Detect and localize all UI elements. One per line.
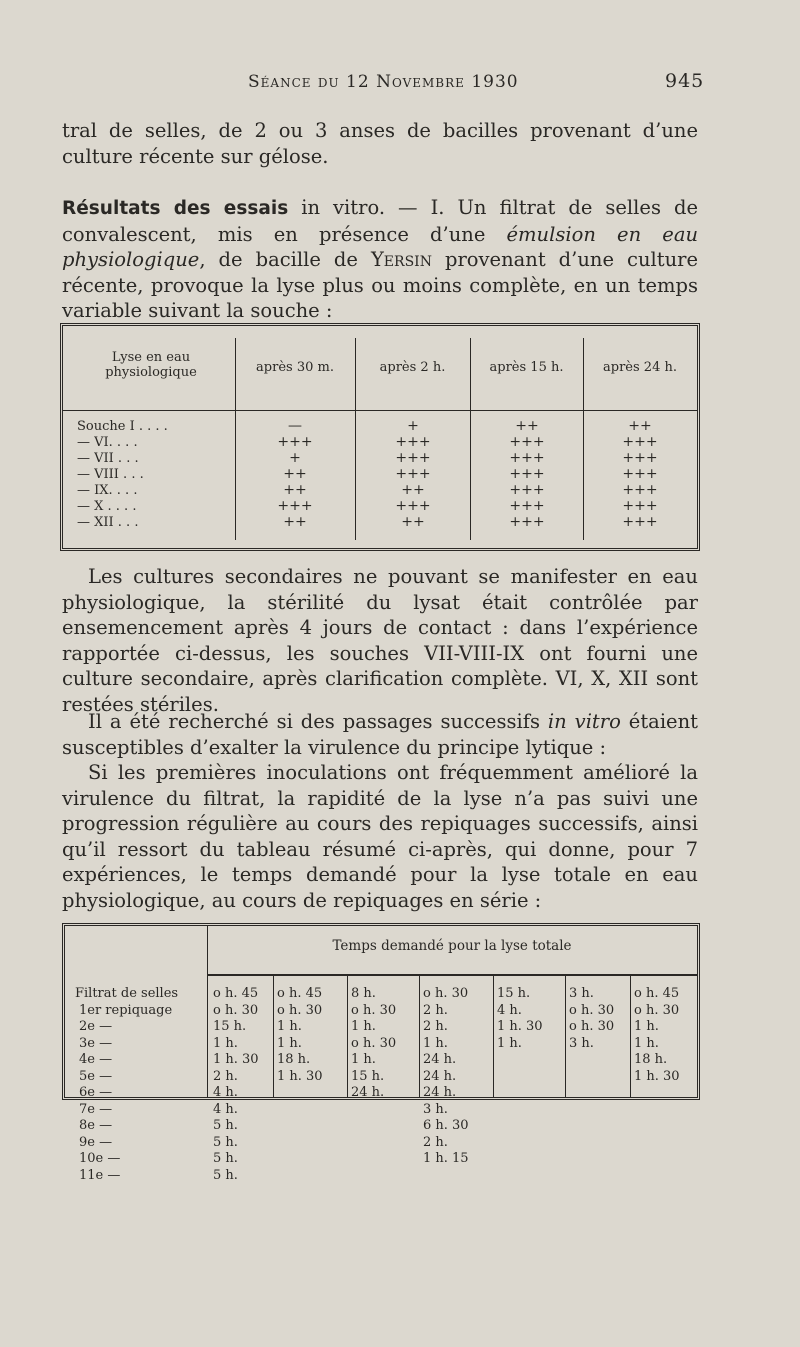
table-cell: +++ (395, 450, 431, 466)
table-cell: 5 h. (213, 1151, 238, 1166)
paragraph-0: tral de selles, de 2 ou 3 anses de bacilles provenant d’une culture récente sur gélose. (62, 119, 698, 168)
table-cell: 4 h. (213, 1101, 238, 1117)
table-cell: 1 h. (277, 1019, 302, 1034)
table-cell: 3 h. (423, 1101, 448, 1117)
lysis-table-1 (60, 323, 700, 551)
table-cell: 1 h. 15 (423, 1151, 469, 1166)
table-cell: 5 h. (213, 1118, 238, 1133)
table-cell: 2 h. (213, 1068, 238, 1084)
table-cell: 4 h. (213, 1085, 238, 1100)
table-cell: 2 h. (423, 1002, 448, 1018)
table-cell: +++ (509, 466, 545, 482)
table-cell: 2 h. (423, 1134, 448, 1150)
row-label: Souche I . . . . (77, 419, 168, 434)
table-cell: 1 h. 30 (277, 1068, 323, 1084)
paragraph-1: Résultats des essais in vitro. — I. Un filtrat de selles de convalescent, mis en présence d’une émulsion en eau physiologique, de bacille de Yersin provenant d’une culture récente, provoque la lyse plus ou moins complète, en un temps variable suivant la souche : (62, 196, 698, 322)
table-cell: +++ (395, 498, 431, 514)
table-cell: ++ (283, 514, 307, 530)
row-label: 9e — (79, 1134, 113, 1150)
table-cell: ++ (628, 418, 652, 434)
section-heading: Résultats des essais (62, 198, 289, 219)
table-cell: ++ (515, 418, 539, 434)
table-cell: 24 h. (351, 1085, 385, 1100)
table-cell: 24 h. (423, 1085, 457, 1100)
table-cell: ++ (283, 466, 307, 482)
page-number: 945 (665, 70, 705, 92)
paragraph-3: Il a été recherché si des passages successifs in vitro étaient susceptibles d’exalter la virulence du principe lytique : (62, 710, 698, 759)
table-cell: +++ (509, 514, 545, 530)
lysis-table-2 (62, 923, 700, 1183)
table-cell: 1 h. (213, 1035, 238, 1051)
row-label: — XII . . . (77, 515, 139, 530)
table-cell: ++ (401, 482, 425, 498)
table-cell: o h. 45 (213, 986, 259, 1001)
row-label: — IX. . . . (77, 483, 138, 498)
column-header: après 30 m. (256, 360, 334, 375)
table-cell: +++ (622, 466, 658, 482)
table-cell: 1 h. (277, 1035, 302, 1051)
row-label: 3e — (79, 1035, 113, 1051)
table-cell: +++ (277, 498, 313, 514)
table-cell: 3 h. (569, 1035, 594, 1051)
column-header: après 2 h. (379, 360, 446, 375)
table-cell: 3 h. (569, 986, 594, 1001)
table-cell: 1 h. (497, 1035, 522, 1051)
table-cell: ++ (283, 482, 307, 498)
table-cell: 15 h. (497, 986, 531, 1001)
table-cell: +++ (509, 434, 545, 450)
table-cell: 1 h. (634, 1019, 659, 1034)
table-cell: 1 h. (351, 1052, 376, 1067)
table-cell: +++ (395, 434, 431, 450)
paragraph-2: Les cultures secondaires ne pouvant se manifester en eau physiologique, la stérilité du lysat était contrôlée par ensemencement après 4 jours de contact : dans l’expérience rapportée ci-dessus, les souches VII-VIII-IX ont fourni une culture secondaire, après clarification complète. VI, X, XII sont restées stériles. (62, 565, 698, 716)
table-cell: +++ (509, 450, 545, 466)
row-label: — VII . . . (77, 451, 139, 466)
table-cell: +++ (277, 434, 313, 450)
table-cell: o h. 30 (569, 1002, 615, 1018)
table-cell: — (288, 418, 302, 434)
table-cell: 2 h. (423, 1019, 448, 1034)
row-label: Filtrat de selles (75, 986, 179, 1001)
table-cell: 1 h. (423, 1035, 448, 1051)
table-cell: o h. 30 (351, 1002, 397, 1018)
row-label: 8e — (79, 1118, 113, 1133)
table-cell: o h. 30 (213, 1002, 259, 1018)
table-cell: +++ (622, 450, 658, 466)
table-cell: 24 h. (423, 1052, 457, 1067)
table-cell: o h. 30 (634, 1002, 680, 1018)
table-cell: 8 h. (351, 986, 376, 1001)
table-cell: 15 h. (213, 1019, 247, 1034)
table-cell: +++ (622, 514, 658, 530)
table-cell: ++ (401, 514, 425, 530)
table-cell: 15 h. (351, 1068, 385, 1084)
table-cell: 1 h. (634, 1035, 659, 1051)
table-cell: 5 h. (213, 1134, 238, 1150)
row-label: — VIII . . . (77, 467, 144, 482)
table-cell: o h. 30 (423, 986, 469, 1001)
table-cell: +++ (622, 434, 658, 450)
table-cell: 1 h. 30 (213, 1052, 259, 1067)
table-cell: + (289, 450, 301, 466)
row-label: 11e — (79, 1167, 121, 1183)
table-cell: +++ (622, 482, 658, 498)
row-label: — VI. . . . (77, 435, 138, 450)
table-cell: o h. 30 (569, 1019, 615, 1034)
paragraph-4: Si les premières inoculations ont fréquemment amélioré la virulence du filtrat, la rapidité de la lyse n’a pas suivi une progression régulière au cours des repiquages successifs, ainsi qu’il ressort du tableau résumé ci-après, qui donne, pour 7 expériences, le temps demandé pour la lyse totale en eau physiologique, au cours de repiquages en série : (62, 761, 698, 912)
table-cell: 18 h. (634, 1052, 668, 1067)
table-cell: +++ (509, 482, 545, 498)
table-cell: o h. 45 (277, 986, 323, 1001)
table-cell: 1 h. 30 (634, 1068, 680, 1084)
row-label: 7e — (79, 1101, 113, 1117)
table-cell: +++ (622, 498, 658, 514)
table-cell: 18 h. (277, 1052, 311, 1067)
table-cell: o h. 30 (277, 1002, 323, 1018)
table-cell: +++ (509, 498, 545, 514)
row-label: 6e — (79, 1085, 113, 1100)
row-label: 10e — (79, 1151, 121, 1166)
table-header (63, 338, 697, 411)
row-label: — X . . . . (77, 499, 137, 514)
table-cell: o h. 30 (351, 1035, 397, 1051)
column-header: après 24 h. (603, 360, 677, 375)
table-cell: o h. 45 (634, 986, 680, 1001)
table-cell: + (407, 418, 419, 434)
table-cell: 6 h. 30 (423, 1118, 469, 1133)
table-caption: Temps demandé pour la lyse totale (332, 938, 572, 954)
table-cell: 1 h. 30 (497, 1019, 543, 1034)
row-label: 4e — (79, 1052, 113, 1067)
table-cell: 5 h. (213, 1167, 238, 1183)
running-header (0, 66, 800, 96)
table-cell: +++ (395, 466, 431, 482)
row-label: 1er repiquage (79, 1002, 173, 1018)
table-cell: 1 h. (351, 1019, 376, 1034)
header-title: Séance du 12 Novembre 1930 (248, 72, 519, 92)
row-label: 2e — (79, 1019, 113, 1034)
table-corner-label: Lyse en eau physiologique (105, 350, 197, 380)
table-cell: 4 h. (497, 1002, 522, 1018)
column-header: après 15 h. (489, 360, 564, 375)
table-cell: 24 h. (423, 1068, 457, 1084)
row-label: 5e — (79, 1068, 113, 1084)
